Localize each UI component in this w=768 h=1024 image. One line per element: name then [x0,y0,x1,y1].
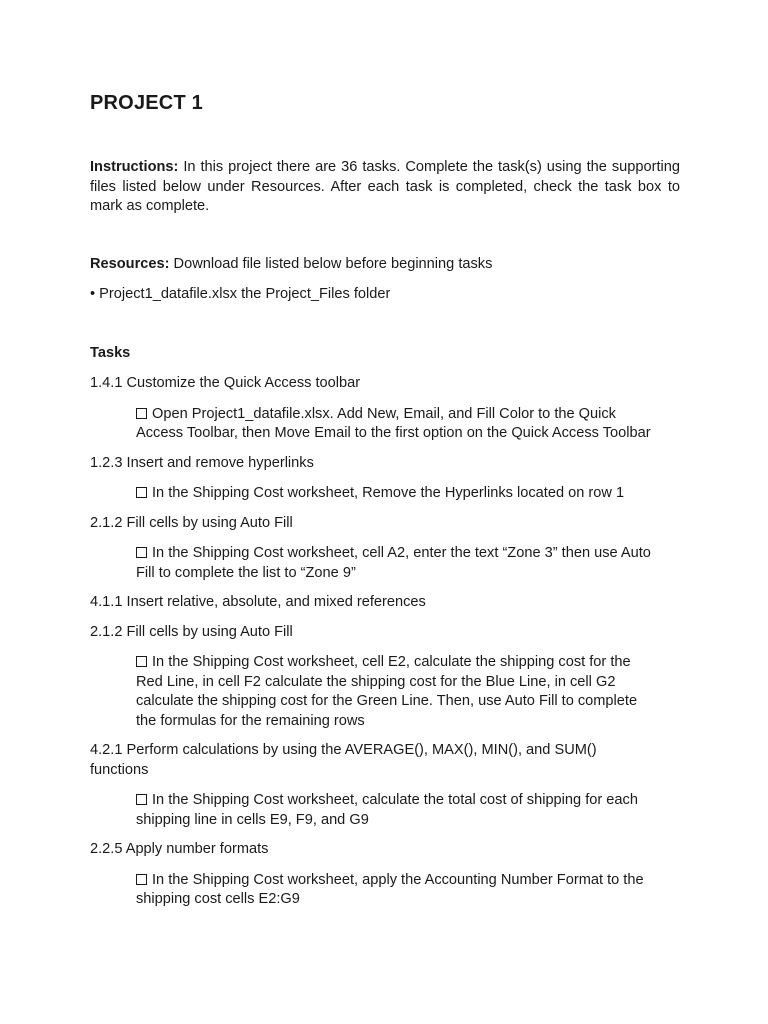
task-text [136,405,651,444]
task-text [136,544,651,583]
task-item [136,871,680,910]
task-item [136,544,680,583]
task-item [136,653,680,731]
task-checkbox[interactable] [136,408,147,419]
page-title: PROJECT 1 [90,92,203,114]
task-objective: 1.2.3 Insert and remove hyperlinks [90,454,314,471]
task-text-line: the formulas for the remaining rows [136,712,365,729]
task-text-line: shipping line in cells E9, F9, and G9 [136,811,369,828]
task-checkbox[interactable] [136,874,147,885]
task-item [136,405,680,444]
task-objective: 2.1.2 Fill cells by using Auto Fill [90,514,293,531]
task-text-line: Open Project1_datafile.xlsx. Add New, Email, and Fill Color to the Quick [152,405,616,422]
task-objective: 2.2.5 Apply number formats [90,841,269,857]
task-text-line: Access Toolbar, then Move Email to the first option on the Quick Access Toolbar [136,425,651,441]
task-text-line: In the Shipping Cost worksheet, apply the Accounting Number Format to the [152,871,644,888]
task-text-line: Fill to complete the list to “Zone 9” [136,564,356,581]
task-text-line: Red Line, in cell F2 calculate the shipping cost for the Blue Line, in cell G2 [136,673,616,690]
task-objective: 1.4.1 Customize the Quick Access toolbar [90,375,361,391]
task-checkbox[interactable] [136,547,147,558]
resources-paragraph [90,255,492,275]
task-objective: 4.1.1 Insert relative, absolute, and mixed references [90,594,426,610]
task-checkbox[interactable] [136,487,147,498]
task-objective-continued: functions [90,761,149,778]
task-text-line: calculate the shipping cost for the Green Line. Then, use Auto Fill to complete [136,693,638,709]
instructions-text: In this project there are 36 tasks. Complete the task(s) using the supporting files listed below under Resources. After each task is completed, check the task box to mark as complete. [90,159,680,214]
resource-item: • Project1_datafile.xlsx the Project_Files folder [90,286,391,302]
task-item [136,484,680,504]
task-checkbox[interactable] [136,656,147,667]
task-text [136,791,638,830]
task-objective: 2.1.2 Fill cells by using Auto Fill [90,623,293,640]
task-text [152,484,624,504]
instructions-paragraph [90,158,680,217]
task-text-line: shipping cost cells E2:G9 [136,891,300,907]
task-text-line: In the Shipping Cost worksheet, calculate the total cost of shipping for each [152,792,638,808]
task-text [136,871,644,910]
task-item [136,791,680,830]
tasks-heading: Tasks [90,345,131,361]
task-objective: 4.2.1 Perform calculations by using the AVERAGE(), MAX(), MIN(), and SUM() [90,742,597,758]
task-text-line: In the Shipping Cost worksheet, Remove the Hyperlinks located on row 1 [152,485,625,501]
task-text [136,653,638,731]
task-text-line: In the Shipping Cost worksheet, cell A2, enter the text “Zone 3” then use Auto [152,545,651,561]
task-text-line: In the Shipping Cost worksheet, cell E2, calculate the shipping cost for the [152,654,631,670]
resources-label: Resources: [90,256,170,272]
task-checkbox[interactable] [136,794,147,805]
task-list [90,374,680,920]
resources-text: Download file listed below before beginning tasks [169,256,493,272]
instructions-label: Instructions: [90,159,179,175]
